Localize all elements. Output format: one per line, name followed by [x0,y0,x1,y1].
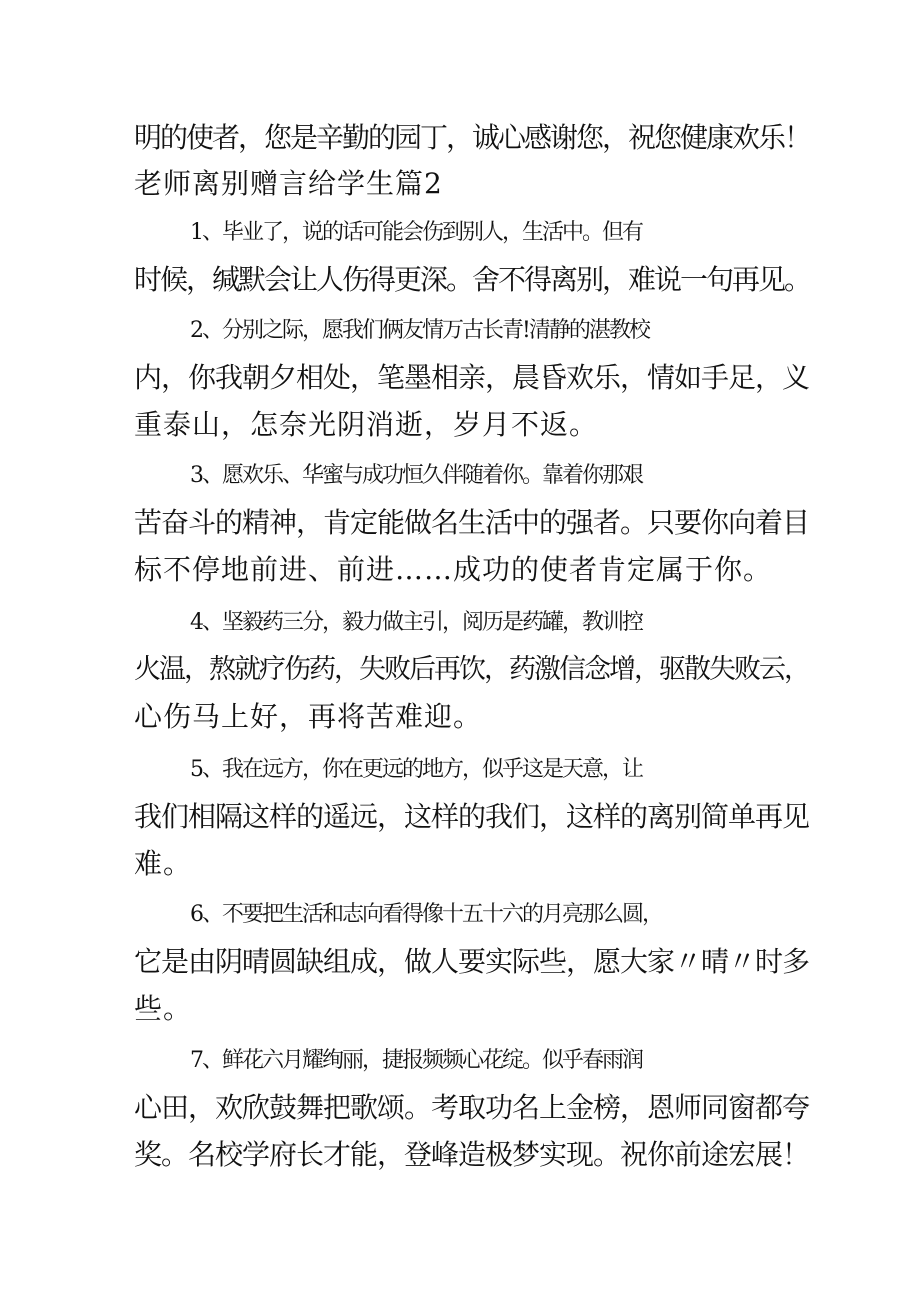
item-4-line-1: 4、坚毅药三分，毅力做主引，阅历是药罐，教训控 [190,610,642,635]
item-1-line-1: 1、毕业了，说的话可能会伤到别人，生活中。但有 [190,220,642,245]
section-title: 老师离别赠言给学生篇2 [134,167,443,200]
item-5-line-2: 我们相隔这样的遥远，这样的我们，这样的离别简单再见 [134,800,810,833]
item-5-line-1: 5、我在远方，你在更远的地方，似乎这是天意，让 [190,757,642,782]
item-2-line-2: 内，你我朝夕相处，笔墨相亲，晨昏欢乐，情如手足，义 [134,361,810,394]
item-3-line-3: 标不停地前进、前进……成功的使者肯定属于你。 [134,553,773,586]
item-2-line-3: 重泰山，怎奈光阴消逝，岁月不返。 [134,408,599,441]
item-4-line-3: 心伤马上好，再将苦难迎。 [134,700,483,733]
item-3-line-2: 苦奋斗的精神，肯定能做名生活中的强者。只要你向着目 [134,506,810,539]
item-4-line-2: 火温，熬就疗伤药，失败后再饮，药激信念增，驱散失败云， [134,654,809,685]
item-7-line-1: 7、鲜花六月耀绚丽，捷报频频心花绽。似乎春雨润 [190,1048,642,1073]
item-6-line-2: 它是由阴晴圆缺组成，做人要实际些，愿大家〃晴〃时多 [134,945,810,978]
item-6-line-1: 6、不要把生活和志向看得像十五十六的月亮那么圆， [190,902,662,927]
item-1-line-2: 时候，缄默会让人伤得更深。舍不得离别，难说一句再见。 [134,263,811,296]
item-7-line-3: 奖。名校学府长才能，登峰造极梦实现。祝你前途宏展！ [134,1138,810,1171]
continuation-line: 明的使者，您是辛勤的园丁，诚心感谢您，祝您健康欢乐！ [134,121,811,154]
item-5-line-3: 难。 [134,847,193,880]
item-3-line-1: 3、愿欢乐、华蜜与成功恒久伴随着你。靠着你那艰 [190,463,642,488]
item-2-line-1: 2、分别之际，愿我们俩友情万古长青!清静的湛教校 [190,318,649,343]
item-6-line-3: 些。 [134,992,193,1025]
item-7-line-2: 心田，欢欣鼓舞把歌颂。考取功名上金榜，恩师同窗都夸 [134,1091,810,1124]
